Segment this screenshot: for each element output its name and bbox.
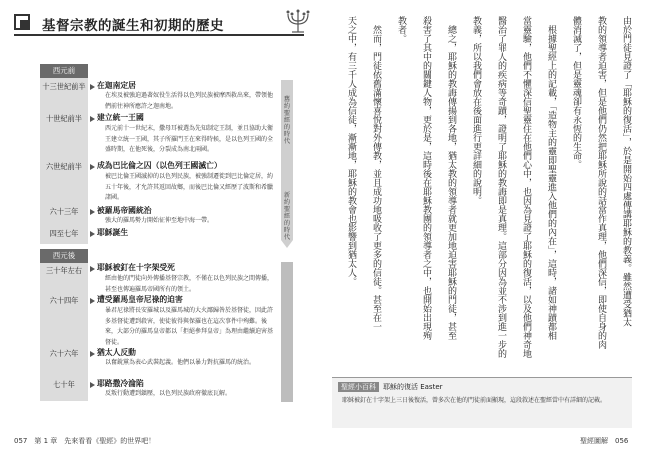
event-date: 六十三年 — [49, 207, 79, 216]
event-date: 六十四年 — [49, 296, 79, 305]
event-date: 六十六年 — [49, 349, 79, 358]
event-title: 耶穌誕生 — [97, 228, 129, 237]
event-title: 耶路撒冷淪陷 — [97, 379, 144, 388]
event-description: 在埃及被強迫過著奴役生活得以色列民族被摩西救出來，帶領他們前往神所應許之迦南地。 — [105, 92, 274, 110]
side-era-label-old: 舊約聖經的時代 — [283, 96, 291, 145]
event-date: 四至七年 — [49, 229, 79, 238]
text-column: 體消滅了，但是靈魂卻有永恆的生命。 — [571, 16, 581, 169]
text-column: 當靈驗，他們不懼深信聖靈住在他們心中，也因為見證了耶穌的復活，以及他們神奇地 — [521, 16, 531, 358]
timeline-bar-bc — [40, 78, 88, 244]
text-column: 總之，耶穌的教誨傳揚到各地，猶太教的領導者就更加地迫害耶穌的門徒，甚至 — [446, 16, 456, 340]
note-tag: 聖經小百科 — [338, 382, 379, 392]
text-column: 根據聖經上的記載，「造物主的靈即聖靈進入他們的內在」，這時，諸如神蹟都相 — [546, 16, 556, 340]
arrow-icon — [90, 382, 95, 388]
event-date: 三十年左右 — [46, 266, 82, 275]
event-description: 強大的羅馬勢力開始征伸至地中海一帶。 — [105, 217, 214, 224]
text-column: 殺害了其中的關鍵人物，更於是，這時後在耶穌教團的領導者之中，也開始出現殉 — [421, 16, 431, 340]
text-column: 醫治了罪人的疾病等奇蹟，證明了耶穌的教誨即是真理。這部分因為並不涉到進一步的 — [496, 16, 506, 358]
era-header-bc: 西元前 — [40, 64, 88, 78]
arrow-icon — [90, 351, 95, 357]
event-date: 十世紀前半 — [46, 114, 82, 123]
event-title: 遭受羅馬皇帝尼祿的迫害 — [97, 295, 183, 304]
event-date: 十三世紀前半 — [42, 82, 86, 91]
note-text: 耶穌被釘在十字架上三日後復活，曾多次在他的門徒前面顯現，這段敘述在聖經當中有詳細的記載。 — [342, 397, 607, 404]
text-column: 教者。 — [396, 16, 406, 43]
page-title: 基督宗教的誕生和初期的歷史 — [42, 18, 224, 34]
event-description: 暴君尼祿將長安羅城以及羅馬城的大火鄙歸咎於基督徒，因此許多基督徒遭到殺害，使徒彼得與保羅也在這次事件中殉難。後來，大部分的羅馬皇帝都以「拒絕參拜皇帝」為理由繼續迫害基督徒。 — [105, 307, 274, 346]
event-title: 猶太人反動 — [97, 348, 136, 357]
title-underline — [14, 34, 304, 36]
side-era-bar-new — [281, 262, 293, 402]
candelabrum-icon — [282, 8, 314, 34]
title-box-icon — [14, 14, 30, 30]
text-column: 天之中，有三千人成為信徒，漸漸地，耶穌的教會也影響到猶太人。 — [346, 16, 356, 286]
arrow-icon — [90, 298, 95, 304]
event-title: 成為巴比倫之囚（以色列王國滅亡） — [97, 161, 222, 170]
event-description: 西元前十一世紀末，撒母耳被選為先知制定王制，並且協助大衛王建立統一王國，其子所羅門王在來得時候，是以色列王國的全盛時期，在他死後，分裂成為南北兩國。 — [105, 125, 274, 153]
note-heading — [338, 382, 443, 392]
event-date: 六世紀前半 — [46, 162, 82, 171]
event-description: 經由他的門徒向外傳播基督宗教，不僅在以色列民族之間傳播，甚至也傳遍羅馬帝國所有的領土。 — [105, 275, 274, 293]
footer-right: 聖經圖解 056 — [580, 437, 629, 445]
era-header-ad: 西元後 — [40, 249, 88, 263]
down-arrow-icon — [281, 240, 293, 248]
arrow-icon — [90, 116, 95, 122]
vertical-body-text — [332, 16, 632, 358]
footer-left: 057 第 1 章 先來看看《聖經》的世界吧！ — [14, 437, 156, 445]
text-column: 然而，門徒依舊滿懷喜悅對外傳教，並且成功地吸收了更多的信徒。甚至在一 — [371, 16, 381, 331]
event-title: 建立統一王國 — [97, 113, 144, 122]
arrow-icon — [90, 84, 95, 90]
text-column: 教義，所以我們會放在後面進行更詳細的說明。 — [471, 16, 481, 205]
note-title: 耶穌的復活 Easter — [383, 383, 443, 391]
event-description: 被巴比倫王國滅掉的以色列民族，被強制遷徙到巴比倫定居，約五十年後，才允許其返回故鄉，而後巴比倫又經歷了波斯和希臘諸國。 — [105, 173, 274, 201]
event-title: 被羅馬帝國統治 — [97, 206, 152, 215]
event-date: 七十年 — [53, 380, 75, 389]
event-description: 以奮銳黨為表心武裝起義。他們以暴力對抗羅馬的統治。 — [105, 359, 256, 366]
event-description: 反叛行動遭到鎮壓，以色列民族政府徹底瓦解。 — [105, 390, 232, 397]
event-title: 耶穌被釘在十字架受死 — [97, 263, 175, 272]
arrow-icon — [90, 164, 95, 170]
arrow-icon — [90, 209, 95, 215]
arrow-icon — [90, 266, 95, 272]
side-era-label-new: 新約聖經的時代 — [283, 192, 291, 241]
event-title: 在迦南定居 — [97, 81, 136, 90]
text-column: 教的領導者迫害，但是他們仍然把耶穌所說的話當作真理，他們深信，即使自身的肉 — [596, 16, 606, 349]
text-column: 由於門徒見證了「耶穌的復活」，於是開始四處傳講耶穌的教義。雖然遭受猶太 — [621, 16, 631, 327]
arrow-icon — [90, 231, 95, 237]
